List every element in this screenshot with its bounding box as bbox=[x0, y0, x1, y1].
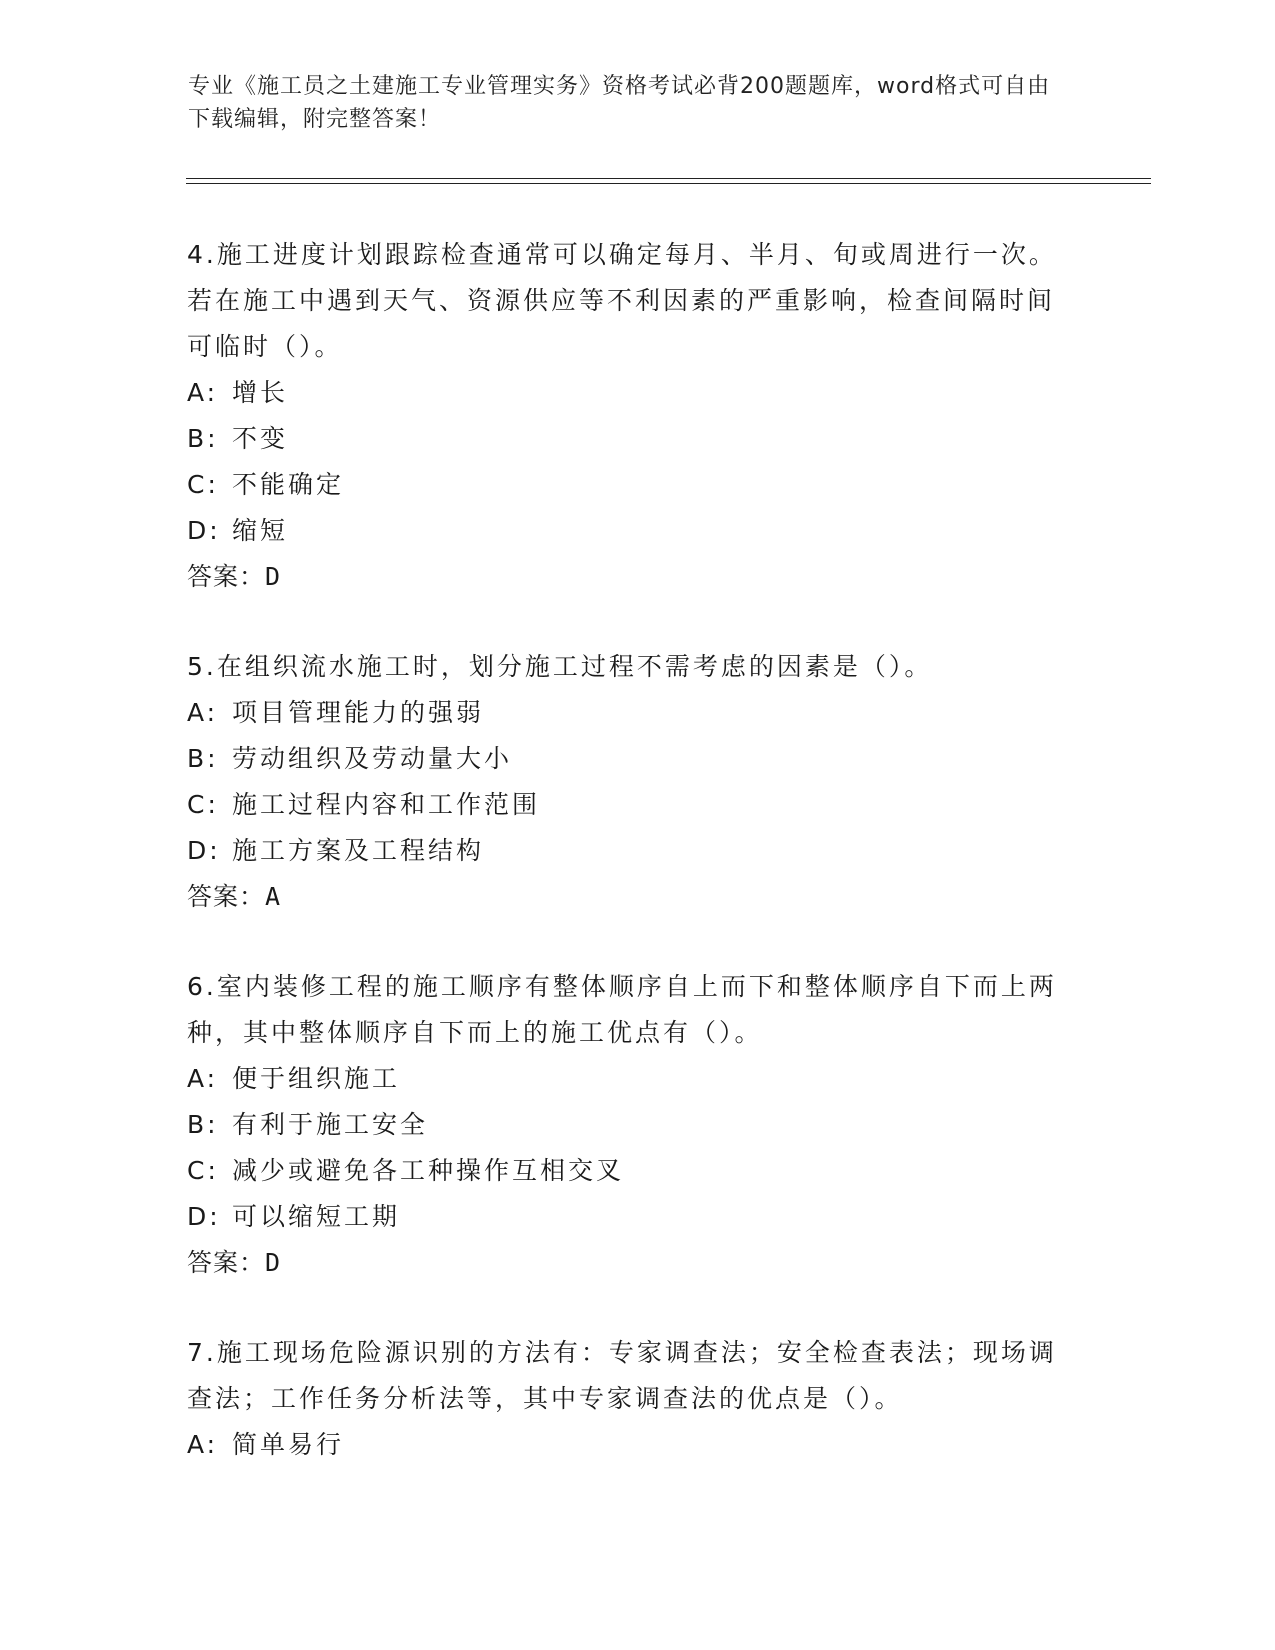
option-a bbox=[187, 690, 1067, 736]
option-key: C: bbox=[187, 1156, 219, 1185]
question-5 bbox=[187, 644, 1067, 920]
option-key: D: bbox=[187, 836, 221, 865]
option-key: D: bbox=[187, 516, 221, 545]
option-key: B: bbox=[187, 424, 219, 453]
option-text: 施工方案及工程结构 bbox=[232, 836, 485, 865]
question-4 bbox=[187, 232, 1067, 600]
question-stem: 4.施工进度计划跟踪检查通常可以确定每月、半月、旬或周进行一次。若在施工中遇到天气、资源供应等不利因素的严重影响，检查间隔时间可临时（）。 bbox=[187, 240, 1057, 361]
option-text: 缩短 bbox=[232, 516, 289, 545]
question-list bbox=[187, 232, 1067, 1512]
answer-line bbox=[187, 1240, 1067, 1286]
option-key: D: bbox=[187, 1202, 221, 1231]
option-text: 不能确定 bbox=[232, 470, 345, 499]
option-text: 施工过程内容和工作范围 bbox=[232, 790, 541, 819]
option-a bbox=[187, 1422, 1067, 1468]
answer-value: D bbox=[265, 1248, 282, 1277]
header-title: 专业《施工员之土建施工专业管理实务》资格考试必背200题题库，word格式可自由下载编辑，附完整答案！ bbox=[188, 74, 1051, 132]
option-text: 项目管理能力的强弱 bbox=[232, 698, 485, 727]
question-6 bbox=[187, 964, 1067, 1286]
answer-value: A bbox=[265, 882, 282, 911]
option-text: 简单易行 bbox=[232, 1430, 345, 1459]
option-c bbox=[187, 1148, 1067, 1194]
answer-line bbox=[187, 554, 1067, 600]
option-key: C: bbox=[187, 790, 219, 819]
document-header bbox=[188, 70, 1068, 136]
question-stem: 6.室内装修工程的施工顺序有整体顺序自上而下和整体顺序自下而上两种，其中整体顺序自下而上的施工优点有（）。 bbox=[187, 972, 1057, 1047]
option-key: A: bbox=[187, 378, 219, 407]
option-text: 可以缩短工期 bbox=[232, 1202, 401, 1231]
answer-label: 答案： bbox=[187, 562, 266, 591]
header-rule-bottom bbox=[186, 183, 1151, 184]
header-rule-top bbox=[186, 178, 1151, 179]
option-key: A: bbox=[187, 1430, 219, 1459]
option-b bbox=[187, 1102, 1067, 1148]
answer-label: 答案： bbox=[187, 1248, 266, 1277]
option-b bbox=[187, 736, 1067, 782]
option-text: 劳动组织及劳动量大小 bbox=[232, 744, 513, 773]
option-d bbox=[187, 828, 1067, 874]
option-text: 有利于施工安全 bbox=[232, 1110, 429, 1139]
option-d bbox=[187, 1194, 1067, 1240]
option-key: B: bbox=[187, 1110, 219, 1139]
option-c bbox=[187, 782, 1067, 828]
question-7 bbox=[187, 1330, 1067, 1468]
question-stem: 7.施工现场危险源识别的方法有：专家调查法；安全检查表法；现场调查法；工作任务分析法等，其中专家调查法的优点是（）。 bbox=[187, 1338, 1057, 1413]
option-d bbox=[187, 508, 1067, 554]
question-stem: 5.在组织流水施工时，划分施工过程不需考虑的因素是（）。 bbox=[187, 652, 933, 681]
answer-line bbox=[187, 874, 1067, 920]
answer-value: D bbox=[265, 562, 282, 591]
option-key: B: bbox=[187, 744, 219, 773]
option-text: 不变 bbox=[232, 424, 289, 453]
answer-label: 答案： bbox=[187, 882, 266, 911]
option-text: 减少或避免各工种操作互相交叉 bbox=[232, 1156, 625, 1185]
option-text: 便于组织施工 bbox=[232, 1064, 401, 1093]
option-b bbox=[187, 416, 1067, 462]
option-a bbox=[187, 1056, 1067, 1102]
option-key: A: bbox=[187, 698, 219, 727]
option-c bbox=[187, 462, 1067, 508]
option-a bbox=[187, 370, 1067, 416]
option-text: 增长 bbox=[232, 378, 289, 407]
option-key: C: bbox=[187, 470, 219, 499]
option-key: A: bbox=[187, 1064, 219, 1093]
